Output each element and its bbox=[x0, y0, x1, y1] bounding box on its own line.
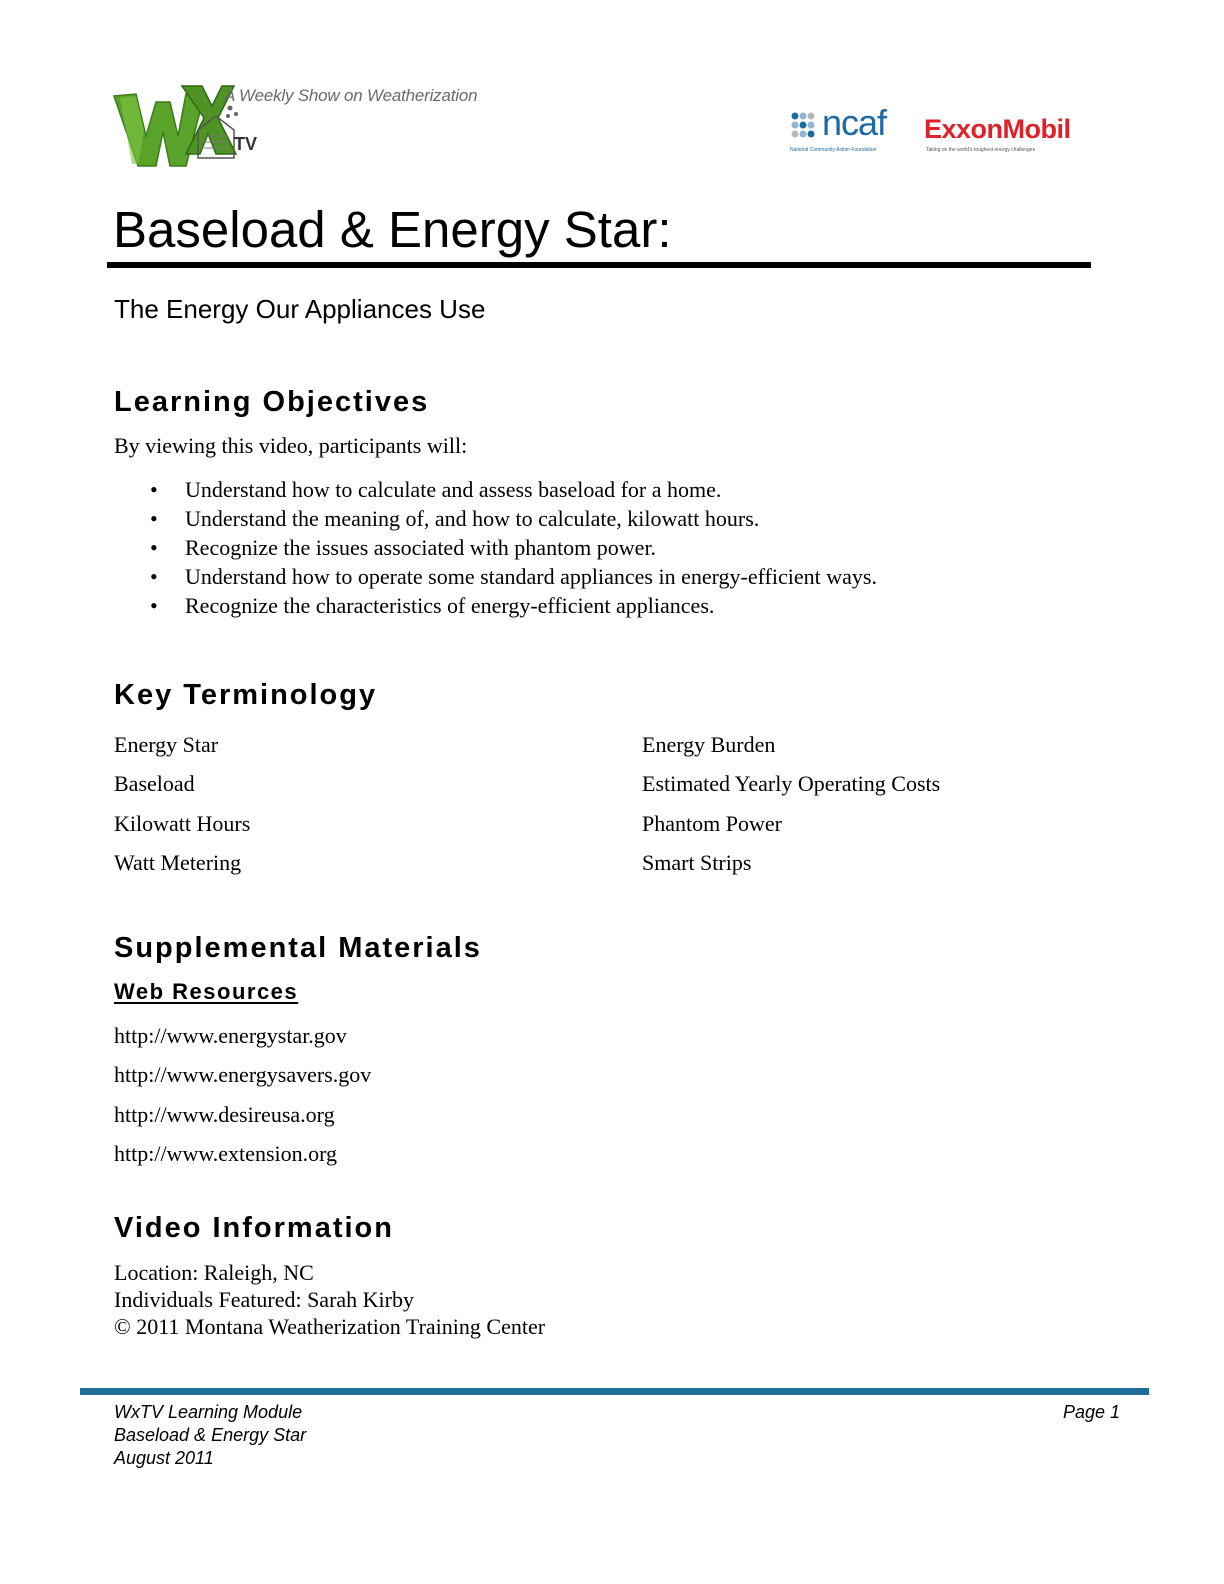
bullet-icon: • bbox=[150, 506, 158, 531]
footer-module: WxTV Learning Module bbox=[114, 1402, 303, 1422]
footer-info bbox=[114, 1401, 306, 1470]
list-item: • Understand the meaning of, and how to calculate, kilowatt hours. bbox=[150, 506, 760, 531]
footer-topic: Baseload & Energy Star bbox=[114, 1425, 307, 1445]
list-item: • Recognize the issues associated with phantom power. bbox=[150, 535, 657, 560]
footer-divider bbox=[80, 1388, 1149, 1395]
bullet-icon: • bbox=[150, 564, 158, 589]
web-resources-list bbox=[114, 1016, 371, 1173]
terminology-right-column bbox=[642, 725, 940, 882]
bullet-icon: • bbox=[150, 593, 158, 618]
exxonmobil-logo: ExxonMobil bbox=[924, 114, 1071, 144]
term-item: Kilowatt Hours bbox=[114, 810, 251, 836]
term-item: Phantom Power bbox=[642, 810, 782, 836]
list-item: • Understand how to calculate and assess baseload for a home. bbox=[150, 477, 722, 502]
web-resources-heading: Web Resources bbox=[114, 979, 299, 1004]
video-information-heading: Video Information bbox=[114, 1212, 394, 1244]
list-item: • Understand how to operate some standard appliances in energy-efficient ways. bbox=[150, 564, 877, 589]
key-terminology-heading: Key Terminology bbox=[114, 679, 378, 711]
learning-objectives-intro: By viewing this video, participants will: bbox=[114, 433, 468, 458]
term-item: Watt Metering bbox=[114, 849, 242, 875]
page-subtitle: The Energy Our Appliances Use bbox=[114, 294, 486, 324]
terminology-left-column bbox=[114, 725, 250, 882]
footer-page-number: Page 1 bbox=[1062, 1402, 1120, 1422]
video-location: Location: Raleigh, NC bbox=[114, 1260, 314, 1285]
term-item: Estimated Yearly Operating Costs bbox=[642, 771, 941, 797]
web-link[interactable]: http://www.extension.org bbox=[114, 1140, 338, 1166]
term-item: Energy Star bbox=[114, 732, 219, 757]
exxonmobil-subtitle: Taking on the world's toughest energy challenges bbox=[926, 147, 1036, 153]
title-divider bbox=[107, 262, 1091, 268]
video-copyright: © 2011 Montana Weatherization Training Center bbox=[114, 1314, 546, 1339]
video-information-block bbox=[114, 1259, 545, 1340]
term-item: Baseload bbox=[114, 771, 195, 797]
wxtv-tagline: A Weekly Show on Weatherization bbox=[224, 86, 478, 105]
term-item: Smart Strips bbox=[642, 849, 752, 875]
bullet-icon: • bbox=[150, 535, 158, 560]
list-item: • Recognize the characteristics of energy-efficient appliances. bbox=[150, 593, 715, 618]
learning-objectives-list bbox=[114, 475, 877, 620]
term-item: Energy Burden bbox=[642, 732, 776, 757]
ncaf-name: ncaf bbox=[822, 102, 887, 143]
supplemental-materials-heading: Supplemental Materials bbox=[114, 932, 482, 964]
footer-date: August 2011 bbox=[114, 1448, 214, 1468]
video-individuals: Individuals Featured: Sarah Kirby bbox=[114, 1287, 414, 1312]
ncaf-subtitle: National Community Action Foundation bbox=[790, 147, 877, 153]
web-link[interactable]: http://www.desireusa.org bbox=[114, 1101, 335, 1127]
web-link[interactable]: http://www.energystar.gov bbox=[114, 1023, 347, 1048]
page-title: Baseload & Energy Star: bbox=[113, 201, 672, 258]
bullet-icon: • bbox=[150, 477, 158, 502]
web-link[interactable]: http://www.energysavers.gov bbox=[114, 1062, 372, 1088]
learning-objectives-heading: Learning Objectives bbox=[114, 386, 430, 418]
wxtv-tv-label: TV bbox=[234, 134, 258, 154]
